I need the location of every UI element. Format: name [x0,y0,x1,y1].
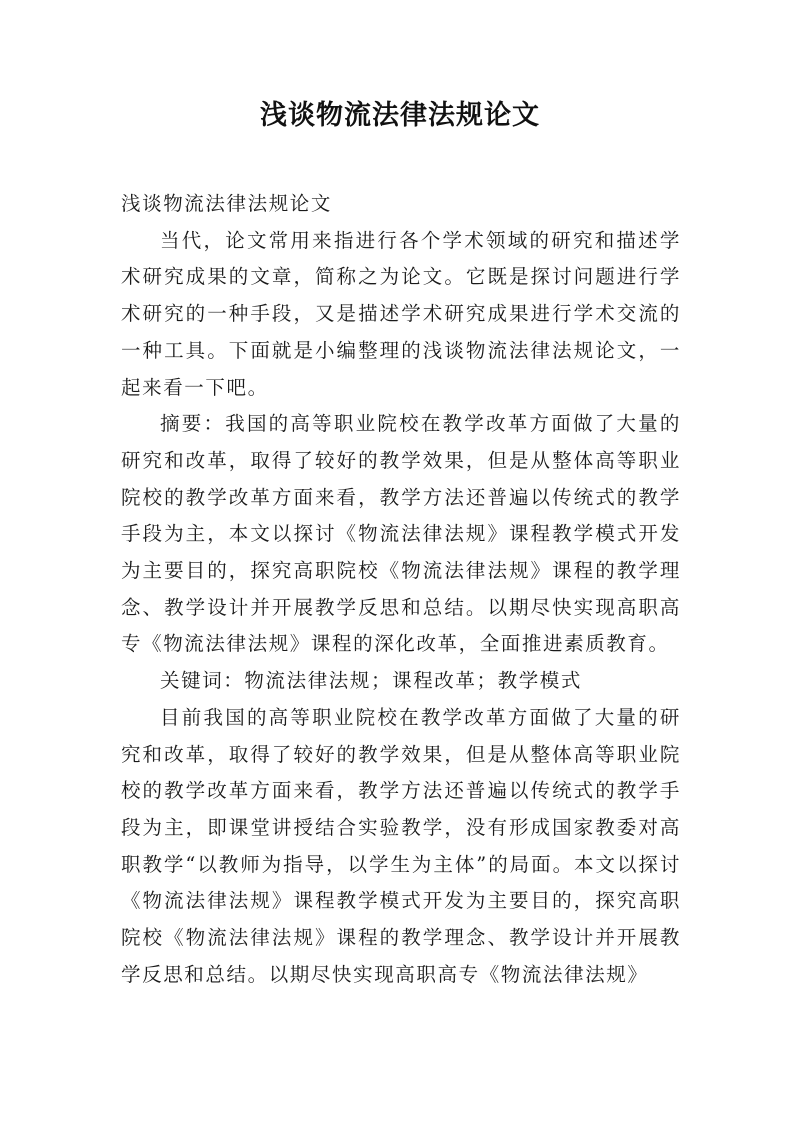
body-paragraph: 目前我国的高等职业院校在教学改革方面做了大量的研究和改革，取得了较好的教学效果，但是从整体高等职业院校的教学改革方面来看，教学方法还普遍以传统式的教学手段为主，即课堂讲授结合实验教学，没有形成国家教委对高职教学“以教师为指导，以学生为主体”的局面。本文以探讨《物流法律法规》课程教学模式开发为主要目的，探究高职院校《物流法律法规》课程的教学理念、教学设计并开展教学反思和总结。以期尽快实现高职高专《物流法律法规》 [121,705,681,986]
abstract-paragraph: 摘要：我国的高等职业院校在教学改革方面做了大量的研究和改革，取得了较好的教学效果，但是从整体高等职业院校的教学改革方面来看，教学方法还普遍以传统式的教学手段为主，本文以探讨《物流法律法规》课程教学模式开发为主要目的，探究高职院校《物流法律法规》课程的教学理念、教学设计并开展教学反思和总结。以期尽快实现高职高专《物流法律法规》课程的深化改革，全面推进素质教育。 [121,412,681,656]
document-body [121,186,681,993]
intro-paragraph: 当代，论文常用来指进行各个学术领域的研究和描述学术研究成果的文章，简称之为论文。它既是探讨问题进行学术研究的一种手段，又是描述学术研究成果进行学术交流的一种工具。下面就是小编整理的浅谈物流法律法规论文，一起来看一下吧。 [121,228,681,399]
keywords-paragraph: 关键词：物流法律法规；课程改革；教学模式 [160,669,583,693]
subtitle-line: 浅谈物流法律法规论文 [121,192,333,215]
document-title: 浅谈物流法律法规论文 [260,100,540,131]
